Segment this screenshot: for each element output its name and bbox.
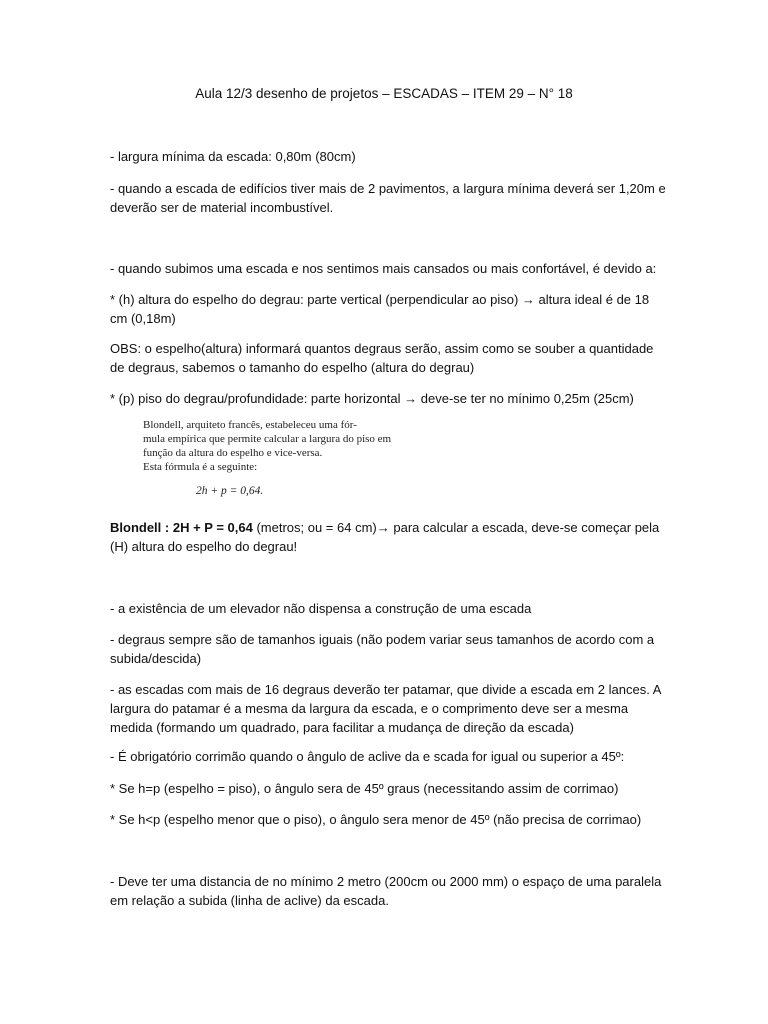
blondell-formula: 2H + P = 0,64 (172, 520, 253, 535)
paragraph-min-width: - largura mínima da escada: 0,80m (80cm) (110, 149, 356, 164)
paragraph-landing: - as escadas com mais de 16 degraus deverão ter patamar, que divide a escada em 2 lances. A largura do patamar é a mesma da largura da escada, e o comprimento deve ser a mesma medida (formando um quadrado, para facilitar a mudança de direção da escada) (110, 682, 661, 735)
scan-line: Esta fórmula é a seguinte: (143, 461, 258, 473)
paragraph-angle-45: * Se h=p (espelho = piso), o ângulo sera de 45º graus (necessitando assim de corrimao) (110, 781, 619, 796)
blondell-label: Blondell : (110, 520, 173, 535)
paragraph-obs: OBS: o espelho(altura) informará quantos degraus serão, assim como se souber a quantidade de degraus, sabemos o tamanho do espelho (altura do degrau) (110, 341, 654, 375)
paragraph-handrail: - É obrigatório corrimão quando o ângulo de aclive da e scada for igual ou superior a 45º: (110, 749, 625, 764)
paragraph-angle-less: * Se h<p (espelho menor que o piso), o ângulo sera menor de 45º (não precisa de corrimao) (110, 812, 642, 827)
scanned-excerpt (143, 418, 392, 474)
paragraph-equal-steps: - degraus sempre são de tamanhos iguais (não podem variar seus tamanhos de acordo com a subida/descida) (110, 632, 655, 666)
paragraph-riser-height: * (h) altura do espelho do degrau: parte vertical (perpendicular ao piso) → altura ideal é de 18 cm (0,18m) (110, 292, 650, 326)
blondell-explanation: (metros; ou = 64 cm)→ para calcular a escada, deve-se começar pela (H) altura do espelho do degrau! (110, 520, 660, 554)
paragraph-blondell (110, 518, 670, 556)
paragraph-building-width: - quando a escada de edifícios tiver mais de 2 pavimentos, a largura mínima deverá ser 1,20m e deverão ser de material incombustível. (110, 181, 666, 215)
document-title: Aula 12/3 desenho de projetos – ESCADAS – ITEM 29 – N° 18 (195, 86, 573, 101)
scan-line: mula empírica que permite calcular a largura do piso em (143, 433, 392, 445)
paragraph-elevator: - a existência de um elevador não dispensa a construção de uma escada (110, 601, 532, 616)
paragraph-tread-depth: * (p) piso do degrau/profundidade: parte horizontal → deve-se ter no mínimo 0,25m (25cm) (110, 391, 634, 406)
scan-formula: 2h + p = 0,64. (196, 485, 264, 497)
scan-line: função da altura do espelho e vice-versa. (143, 447, 323, 459)
paragraph-tiredness: - quando subimos uma escada e nos sentimos mais cansados ou mais confortável, é devido a: (110, 261, 657, 276)
paragraph-clearance: - Deve ter uma distancia de no mínimo 2 metro (200cm ou 2000 mm) o espaço de uma paralela em relação a subida (linha de aclive) da escada. (110, 874, 662, 908)
scan-line: Blondell, arquiteto francês, estabeleceu uma fór- (143, 419, 357, 431)
